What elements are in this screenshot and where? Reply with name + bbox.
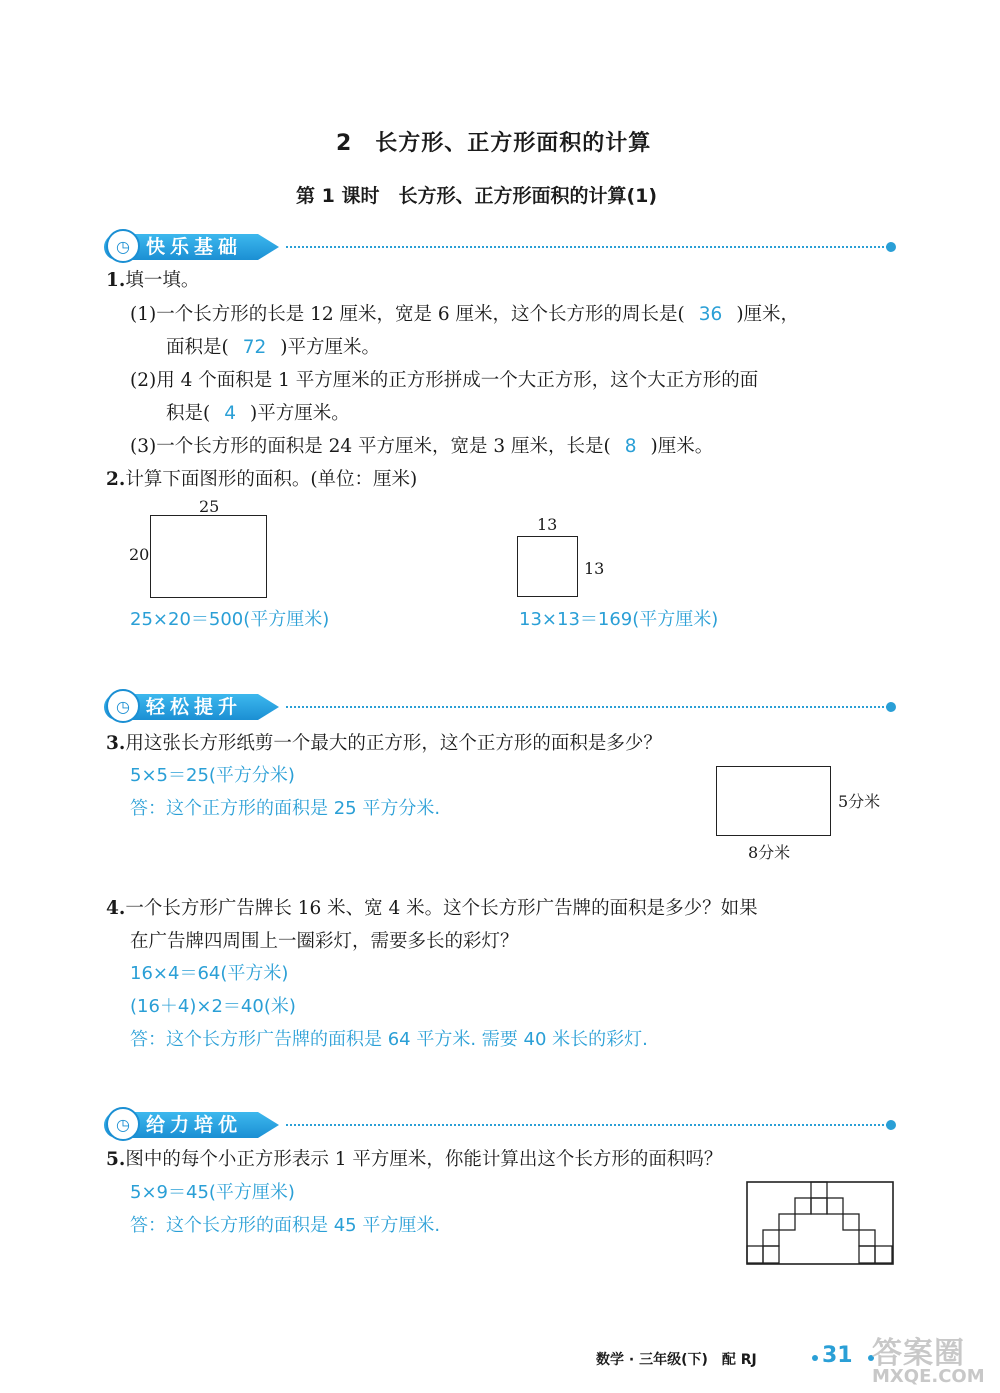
paper-rectangle-figure xyxy=(716,766,831,836)
watermark-url: MXQE.COM xyxy=(872,1366,985,1387)
dotted-divider xyxy=(286,1124,888,1126)
question-text: 图中的每个小正方形表示 1 平方厘米，你能计算出这个长方形的面积吗？ xyxy=(125,1149,723,1170)
text: )平方厘米。 xyxy=(280,337,380,358)
clock-icon: ◷ xyxy=(106,1107,140,1141)
chapter-title: 2 长方形、正方形面积的计算 xyxy=(336,131,652,156)
text: (3)一个长方形的面积是 24 平方厘米，宽是 3 厘米，长是( xyxy=(130,436,611,457)
answer-square-area: 13×13＝169(平方厘米) xyxy=(519,609,719,630)
answer-area-calculation: 16×4＝64(平方米) xyxy=(130,963,289,984)
question-number: 3. xyxy=(106,733,126,754)
answer-value: 72 xyxy=(242,337,267,358)
text: )厘米， xyxy=(736,304,800,325)
section-title: 轻松提升 xyxy=(146,696,243,718)
answer-perimeter-calculation: (16＋4)×2＝40(米) xyxy=(130,996,296,1017)
rectangle-width-label: 25 xyxy=(199,497,220,516)
question-1-part-1-line-2 xyxy=(166,339,380,358)
answer-value: 8 xyxy=(624,436,637,457)
text: 面积是( xyxy=(166,337,229,358)
question-1-part-1-line-1 xyxy=(130,306,799,325)
divider-end-dot xyxy=(886,242,896,252)
question-text: 一个长方形广告牌长 16 米、宽 4 米。这个长方形广告牌的面积是多少？如果 xyxy=(125,898,758,919)
question-4-line-1 xyxy=(106,900,758,919)
question-number: 5. xyxy=(106,1149,126,1170)
footer-subject: 数学 · 三年级(下) 配 RJ xyxy=(596,1352,757,1368)
text: )厘米。 xyxy=(650,436,714,457)
answer-statement: 答：这个长方形的面积是 45 平方厘米. xyxy=(130,1215,441,1236)
square-figure xyxy=(517,536,578,597)
question-text: 用这张长方形纸剪一个最大的正方形，这个正方形的面积是多少？ xyxy=(125,733,662,754)
question-number: 1. xyxy=(106,270,126,291)
question-2-title xyxy=(106,471,417,490)
question-number: 2. xyxy=(106,469,126,490)
clock-icon: ◷ xyxy=(106,229,140,263)
text: )平方厘米。 xyxy=(250,403,350,424)
answer-value: 4 xyxy=(224,403,236,424)
question-1-part-3 xyxy=(130,438,713,457)
divider-end-dot xyxy=(886,702,896,712)
section-title: 快乐基础 xyxy=(146,236,243,258)
text: (2)用 4 个面积是 1 平方厘米的正方形拼成一个大正方形，这个大正方形的面 xyxy=(130,370,759,391)
text: (1)一个长方形的长是 12 厘米，宽是 6 厘米，这个长方形的周长是( xyxy=(130,304,685,325)
paper-height-label: 5分米 xyxy=(838,792,881,811)
text: 积是( xyxy=(166,403,211,424)
section-banner-improve xyxy=(104,688,896,728)
question-number: 4. xyxy=(106,898,126,919)
answer-calculation: 5×5＝25(平方分米) xyxy=(130,765,295,786)
section-banner-advanced xyxy=(104,1106,896,1146)
square-width-label: 13 xyxy=(537,515,558,534)
page-dot-left xyxy=(812,1355,818,1361)
paper-width-label: 8分米 xyxy=(748,843,791,862)
question-5-title xyxy=(106,1151,722,1170)
answer-statement: 答：这个正方形的面积是 25 平方分米. xyxy=(130,798,441,819)
answer-rectangle-area: 25×20＝500(平方厘米) xyxy=(130,609,330,630)
clock-icon: ◷ xyxy=(106,689,140,723)
section-title: 给力培优 xyxy=(146,1114,243,1136)
dotted-divider xyxy=(286,706,888,708)
question-text: 计算下面图形的面积。(单位：厘米) xyxy=(125,469,418,490)
question-1-title xyxy=(106,272,199,291)
lesson-title: 第 1 课时 长方形、正方形面积的计算(1) xyxy=(296,185,658,207)
answer-value: 36 xyxy=(698,304,723,325)
square-height-label: 13 xyxy=(584,559,605,578)
rectangle-height-label: 20 xyxy=(129,545,150,564)
question-4-line-2: 在广告牌四周围上一圈彩灯，需要多长的彩灯？ xyxy=(130,931,519,952)
page-number: 31 xyxy=(822,1343,853,1368)
answer-statement: 答：这个长方形广告牌的面积是 64 平方米. 需要 40 米长的彩灯. xyxy=(130,1029,648,1050)
question-text: 填一填。 xyxy=(125,270,200,291)
divider-end-dot xyxy=(886,1120,896,1130)
section-banner-basic xyxy=(104,228,896,268)
rectangle-figure xyxy=(150,515,267,598)
question-1-part-2-line-1 xyxy=(130,372,758,391)
grid-staircase-figure xyxy=(746,1181,894,1265)
question-3-title xyxy=(106,735,662,754)
question-1-part-2-line-2 xyxy=(166,405,350,424)
dotted-divider xyxy=(286,246,888,248)
watermark-logo: 答案圈 xyxy=(872,1336,965,1371)
answer-calculation: 5×9＝45(平方厘米) xyxy=(130,1182,295,1203)
